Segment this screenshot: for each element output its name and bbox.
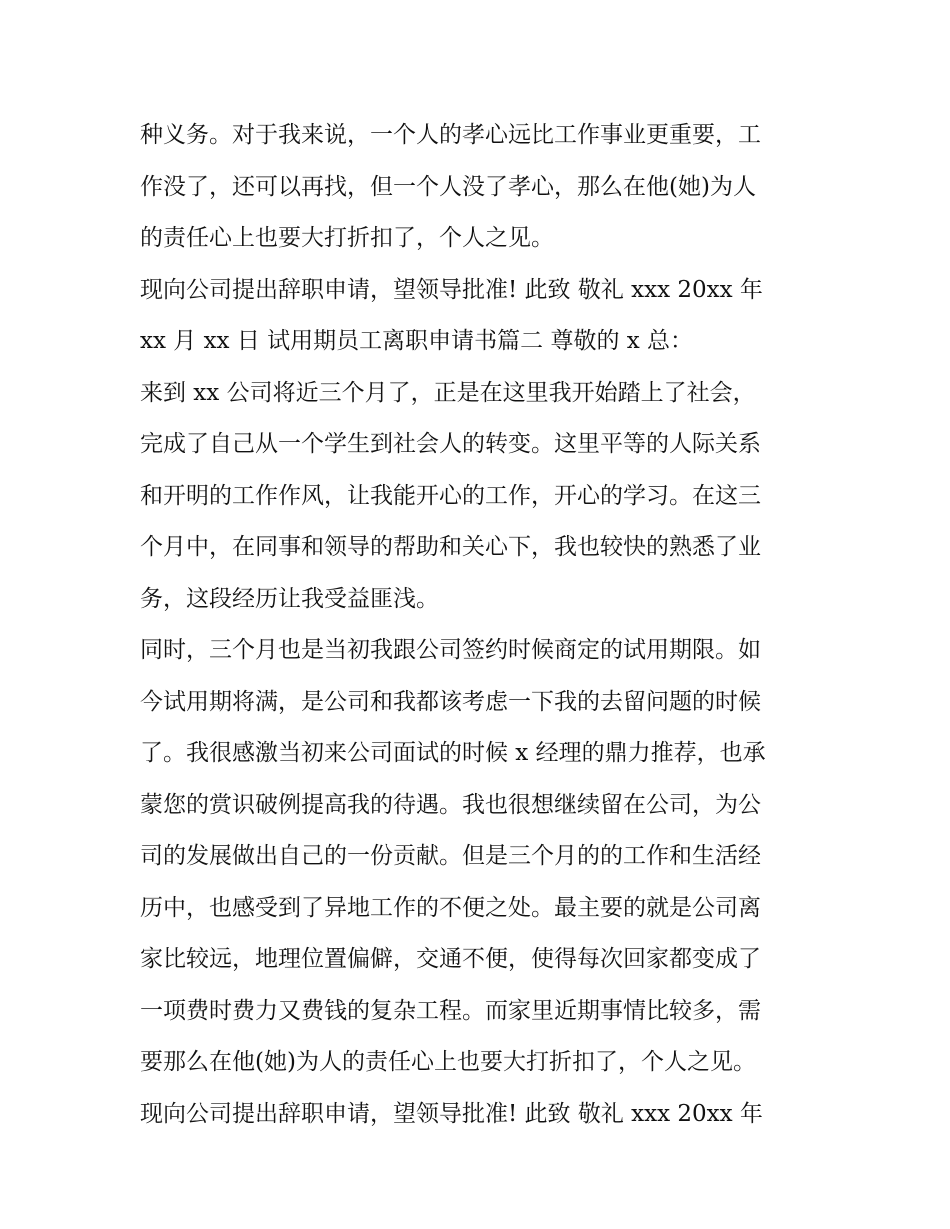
text-line: 一项费时费力又费钱的复杂工程。而家里近期事情比较多，需: [140, 997, 761, 1024]
text-line: 作没了，还可以再找，但一个人没了孝心，那么在他(她)为人: [140, 173, 756, 200]
text-line: 完成了自己从一个学生到社会人的转变。这里平等的人际关系: [140, 431, 761, 457]
text-line: 家比较远，地理位置偏僻，交通不便，使得每次回家都变成了: [140, 946, 761, 972]
text-line: 要那么在他(她)为人的责任心上也要大打折扣了，个人之见。: [140, 1049, 756, 1075]
text-line: 现向公司提出辞职申请，望领导批准! 此致 敬礼 xxx 20xx 年: [140, 1100, 763, 1127]
text-line: 的责任心上也要大打折扣了，个人之见。: [140, 225, 554, 251]
document-body: [140, 110, 820, 1140]
text-line: 同时，三个月也是当初我跟公司签约时候商定的试用期限。如: [140, 637, 761, 663]
text-line: 和开明的工作作风，让我能开心的工作，开心的学习。在这三: [140, 482, 761, 509]
text-line: 来到 xx 公司将近三个月了，正是在这里我开始踏上了社会，: [140, 379, 756, 406]
text-line: 现向公司提出辞职申请，望领导批准! 此致 敬礼 xxx 20xx 年: [140, 276, 763, 303]
text-line: 蒙您的赏识破例提高我的待遇。我也很想继续留在公司，为公: [140, 791, 761, 818]
text-line: 个月中，在同事和领导的帮助和关心下，我也较快的熟悉了业: [140, 534, 761, 560]
text-line: 今试用期将满，是公司和我都该考虑一下我的去留问题的时候: [140, 688, 761, 715]
text-line: 种义务。对于我来说，一个人的孝心远比工作事业更重要，工: [140, 122, 761, 148]
text-line: 了。我很感激当初来公司面试的时候 x 经理的鼎力推荐，也承: [140, 740, 766, 766]
text-line: xx 月 xx 日 试用期员工离职申请书篇二 尊敬的 x 总：: [140, 328, 694, 354]
text-line: 司的发展做出自己的一份贡献。但是三个月的的工作和生活经: [140, 843, 761, 869]
text-line: 历中，也感受到了异地工作的不便之处。最主要的就是公司离: [140, 894, 761, 921]
text-line: 务，这段经历让我受益匪浅。: [140, 585, 439, 612]
